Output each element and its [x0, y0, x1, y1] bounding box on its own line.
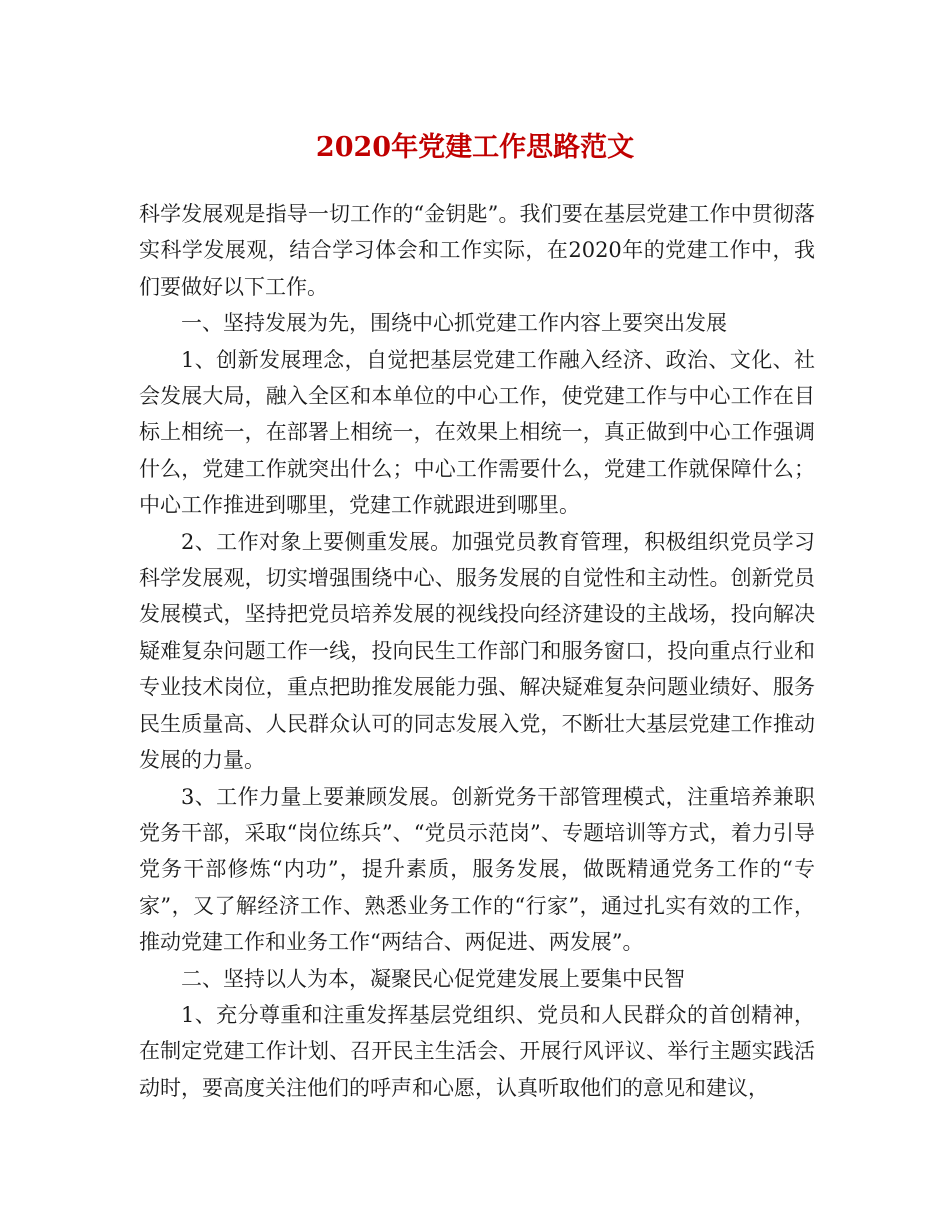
intro-paragraph: 科学发展观是指导一切工作的“金钥匙”。我们要在基层党建工作中贯彻落实科学发展观，结合学习体会和工作实际，在2020年的党建工作中，我们要做好以下工作。 [139, 202, 815, 299]
document-title: 2020年党建工作思路范文 [315, 132, 635, 163]
body-paragraph: 2、工作对象上要侧重发展。加强党员教育管理，积极组织党员学习科学发展观，切实增强围绕中心、服务发展的自觉性和主动性。创新党员发展模式，坚持把党员培养发展的视线投向经济建设的主战场，投向解决疑难复杂问题工作一线，投向民生工作部门和服务窗口，投向重点行业和专业技术岗位，重点把助推发展能力强、解决疑难复杂问题业绩好、服务民生质量高、人民群众认可的同志发展入党，不断壮大基层党建工作推动发展的力量。 [139, 529, 815, 773]
document-body [139, 196, 815, 1106]
body-paragraph: 1、充分尊重和注重发挥基层党组织、党员和人民群众的首创精神，在制定党建工作计划、召开民主生活会、开展行风评议、举行主题实践活动时，要高度关注他们的呼声和心愿，认真听取他们的意见和建议， [139, 1002, 815, 1100]
section-heading-2: 二、坚持以人为本，凝聚民心促党建发展上要集中民智 [181, 966, 685, 991]
section-heading-1: 一、坚持发展为先，围绕中心抓党建工作内容上要突出发展 [181, 311, 727, 336]
body-paragraph: 1、创新发展理念，自觉把基层党建工作融入经济、政治、文化、社会发展大局，融入全区和本单位的中心工作，使党建工作与中心工作在目标上相统一，在部署上相统一，在效果上相统一，真正做到中心工作强调什么，党建工作就突出什么；中心工作需要什么，党建工作就保障什么；中心工作推进到哪里，党建工作就跟进到哪里。 [139, 347, 815, 518]
body-paragraph: 3、工作力量上要兼顾发展。创新党务干部管理模式，注重培养兼职党务干部，采取“岗位练兵”、“党员示范岗”、专题培训等方式，着力引导党务干部修炼“内功”，提升素质，服务发展，做既精通党务工作的“专家”，又了解经济工作、熟悉业务工作的“行家”，通过扎实有效的工作，推动党建工作和业务工作“两结合、两促进、两发展”。 [139, 784, 815, 955]
